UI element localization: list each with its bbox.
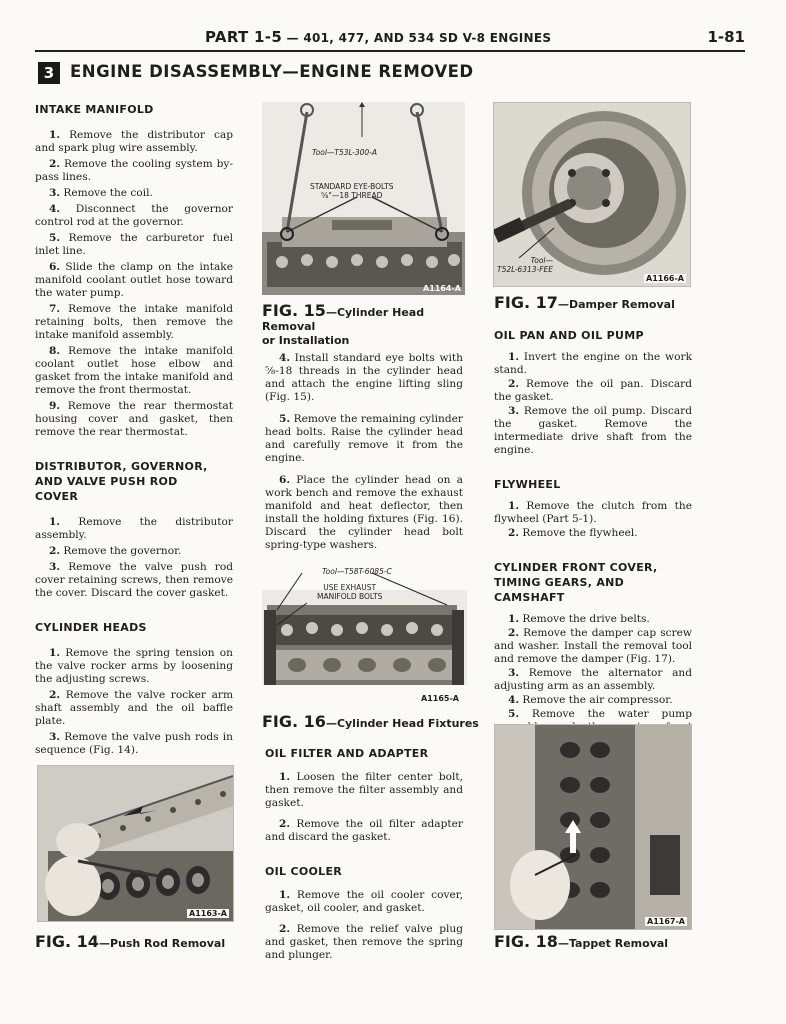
step: 3. Remove the valve push rod cover retaining screws, then remove the cover. Discard the cover gasket.	[35, 561, 233, 599]
fig17-title: —Damper Removal	[557, 298, 675, 311]
page-number: 1-81	[707, 28, 745, 46]
fig15-title: —Cylinder Head Removal	[262, 306, 425, 333]
step: 1. Loosen the filter center bolt, then remove the filter assembly and gasket.	[265, 771, 463, 809]
section-number-badge: 3	[38, 62, 60, 84]
fig18-photo	[494, 724, 692, 930]
step: 1. Remove the spring tension on the valve rocker arms by loosening the adjusting screws.	[35, 647, 233, 685]
fig15-tool-label: Tool—T53L-300-A	[312, 148, 377, 157]
step: 3. Remove the valve push rods in sequence (Fig. 14).	[35, 731, 233, 756]
step: 1. Remove the clutch from the flywheel (Part 5-1).	[494, 500, 692, 525]
fig15-eyebolts-label	[310, 182, 394, 200]
fig17-photo	[493, 102, 691, 287]
step: 1. Remove the distributor cap and spark plug wire assembly.	[35, 129, 233, 154]
fig18-id: A1167-A	[647, 917, 685, 926]
fig16-use-line: MANIFOLD BOLTS	[317, 592, 383, 601]
distributor-heading-line: AND VALVE PUSH ROD	[35, 475, 178, 488]
fig15-eyebolts-line: ⅝"—18 THREAD	[321, 191, 383, 200]
step: 2. Remove the oil pan. Discard the gasket.	[494, 378, 692, 403]
step: 5. Remove the water pump	[508, 708, 692, 720]
fig16-use-label	[317, 583, 382, 601]
step: 1. Invert the engine on the work stand.	[494, 351, 692, 376]
step: 1. Remove the drive belts.	[508, 613, 650, 625]
oil-cooler-heading: OIL COOLER	[265, 865, 343, 878]
header-part: PART 1-5	[205, 28, 283, 46]
oil-filter-section	[265, 746, 463, 970]
step: 3. Remove the alternator and adjusting arm as an assembly.	[494, 667, 692, 692]
step: 1. Remove the distributor assembly.	[35, 516, 233, 541]
fig15-figure	[262, 102, 467, 297]
fig17-tool-line: Tool—	[530, 256, 554, 265]
step: 2. Remove the valve rocker arm shaft assembly and the oil baffle plate.	[35, 689, 233, 727]
fig17-tool-label	[497, 256, 553, 274]
oil-filter-heading: OIL FILTER AND ADAPTER	[265, 747, 429, 760]
left-column	[35, 102, 233, 760]
step: 6. Slide the clamp on the intake manifold coolant outlet hose toward the water pump.	[35, 261, 233, 299]
header-rule	[35, 50, 745, 52]
fig18-number: FIG. 18	[494, 932, 558, 951]
distributor-heading-line: DISTRIBUTOR, GOVERNOR,	[35, 460, 208, 473]
fig15-id: A1164-A	[423, 284, 461, 293]
fig17-id: A1166-A	[646, 274, 684, 283]
fig14-photo	[37, 765, 234, 922]
fig15-photo	[262, 102, 465, 295]
intake-heading: INTAKE MANIFOLD	[35, 103, 154, 116]
fig18-title: —Tappet Removal	[557, 937, 669, 950]
right-column	[494, 328, 692, 748]
fig15-number: FIG. 15	[262, 301, 326, 320]
fig16-tool-label: Tool—T58T-6085-C	[322, 567, 392, 576]
fig14-caption	[35, 932, 226, 951]
step: 2. Remove the cooling system by-pass lines.	[35, 158, 233, 183]
fig16-title: —Cylinder Head Fixtures	[325, 717, 479, 730]
fig17-number: FIG. 17	[494, 293, 558, 312]
step: 2. Remove the governor.	[49, 545, 182, 557]
step: 7. Remove the intake manifold retaining bolts, then remove the intake manifold assembly.	[35, 303, 233, 341]
fig15-title-line2: or Installation	[262, 334, 350, 347]
tappet-removal-illustration	[495, 725, 691, 929]
fig16-use-line: USE EXHAUST	[323, 583, 377, 592]
step: 2. Remove the relief valve plug and gasket, then remove the spring and plunger.	[265, 923, 463, 961]
step: 3. Remove the oil pump. Discard the gasket. Remove the intermediate drive shaft from the engine.	[494, 405, 692, 456]
step: 5. Remove the remaining cylinder head bolts. Raise the cylinder head and carefully remove it from the engine.	[265, 413, 463, 464]
header-engines: — 401, 477, AND 534 SD V-8 ENGINES	[282, 31, 552, 45]
fig18-caption	[494, 932, 669, 951]
step: 9. Remove the rear thermostat housing cover and gasket, then remove the rear thermostat.	[35, 400, 233, 438]
step: 2. Remove the damper cap screw and washer. Install the removal tool and remove the damper (Fig. 17).	[494, 627, 692, 665]
fig14-id: A1163-A	[189, 909, 227, 918]
distributor-heading-line: COVER	[35, 490, 79, 503]
step: 4. Remove the air compressor.	[508, 694, 673, 706]
fig16-figure	[262, 565, 467, 705]
middle-column	[265, 352, 463, 561]
fig16-number: FIG. 16	[262, 712, 326, 731]
fig16-caption	[262, 712, 479, 731]
cyl-heads-heading: CYLINDER HEADS	[35, 621, 147, 634]
step: 3. Remove the coil.	[49, 187, 153, 199]
intake-steps	[35, 129, 233, 439]
front-cover-heading-line: TIMING GEARS, AND	[494, 576, 625, 589]
page-header	[35, 26, 745, 50]
section-title: ENGINE DISASSEMBLY—ENGINE REMOVED	[70, 62, 474, 81]
oil-pan-heading: OIL PAN AND OIL PUMP	[494, 329, 644, 342]
step: 4. Disconnect the governor control rod at the governor.	[35, 203, 233, 228]
fig15-eyebolts-line: STANDARD EYE-BOLTS	[310, 182, 394, 191]
front-cover-heading-line: CAMSHAFT	[494, 591, 565, 604]
step: 8. Remove the intake manifold coolant outlet hose elbow and gasket from the intake manifold and remove the front thermostat.	[35, 345, 233, 396]
fig14-title: —Push Rod Removal	[98, 937, 226, 950]
step: 1. Remove the oil cooler cover, gasket, oil cooler, and gasket.	[265, 889, 463, 914]
distributor-heading	[35, 459, 233, 504]
fig16-id: A1165-A	[421, 694, 459, 703]
step: 4. Install standard eye bolts with ⅝-18 threads in the cylinder head and attach the engine lifting sling (Fig. 15).	[265, 352, 463, 403]
fig17-tool-line: T52L-6313-FEE	[497, 265, 554, 274]
front-cover-heading-line: CYLINDER FRONT COVER,	[494, 561, 658, 574]
step: 2. Remove the oil filter adapter and discard the gasket.	[265, 818, 463, 843]
fig17-caption	[494, 293, 675, 312]
flywheel-heading: FLYWHEEL	[494, 478, 561, 491]
push-rod-illustration	[38, 766, 233, 921]
step: 6. Place the cylinder head on a work bench and remove the exhaust manifold and heat deflector, then install the holding fixtures (Fig. 16). Discard the cylinder head bolt spring-type washers.	[265, 474, 463, 551]
fig14-number: FIG. 14	[35, 932, 99, 951]
header-title	[205, 28, 551, 46]
step: 2. Remove the flywheel.	[508, 527, 638, 539]
fig15-caption	[262, 301, 472, 348]
step: 5. Remove the carburetor fuel inlet line.	[35, 232, 233, 257]
front-cover-heading	[494, 560, 692, 605]
